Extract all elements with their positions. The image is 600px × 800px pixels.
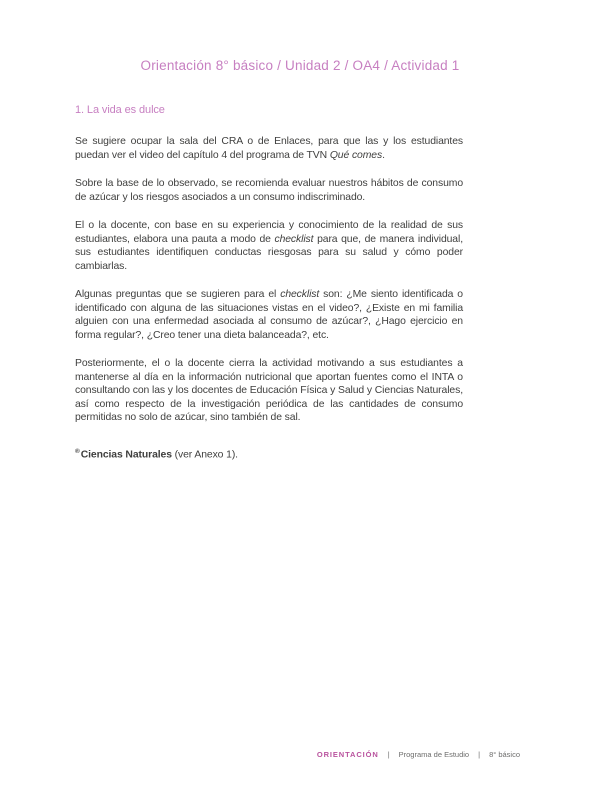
paragraph-text: son: ¿Me siento identificada o identificado con alguna de las situaciones vistas en el video?, ¿Existe en mi familia alguien con una enfermedad asociada al consumo de azúcar?, ¿Hago ejercicio en forma regular?, ¿Creo tener una dieta balanceada?, etc. bbox=[75, 289, 463, 341]
italic-term: Qué comes bbox=[329, 149, 383, 161]
cross-subject-note bbox=[75, 445, 463, 462]
paragraph-text: . bbox=[382, 149, 385, 161]
italic-term: checklist bbox=[280, 289, 320, 300]
page-title: Orientación 8° básico / Unidad 2 / OA4 / Actividad 1 bbox=[140, 58, 460, 73]
paragraph-text: El o la docente, con base en su experiencia y conocimiento de la realidad de sus estudiantes, elabora una pauta a modo de bbox=[75, 220, 463, 245]
paragraph-text: Posteriormente, el o la docente cierra la actividad motivando a sus estudiantes a mantenerse al día en la información nutricional que aportan fuentes como el INTA o consultando con las y los docentes de Educación Física y Salud y Ciencias Naturales, así como respecto de la investigación periódica de las cantidades de consumo permitidas no solo de azúcar, sino también de sal. bbox=[75, 358, 463, 423]
paragraph-text: Se sugiere ocupar la sala del CRA o de Enlaces, para que las y los estudiantes puedan ver el video del capítulo 4 del programa de TVN bbox=[75, 136, 463, 161]
footer-grade-label: 8° básico bbox=[489, 750, 520, 759]
footer-program-label: Programa de Estudio bbox=[398, 750, 470, 759]
paragraph-text: para que, de manera individual, sus estudiantes identifiquen conductas riesgosas para su salud y cómo poder cambiarlas. bbox=[75, 233, 463, 272]
paragraph-text: Algunas preguntas que se sugieren para el bbox=[75, 289, 281, 300]
paragraph bbox=[75, 357, 463, 425]
paragraph bbox=[75, 177, 463, 204]
paragraph bbox=[75, 135, 463, 162]
footnote-reference: (ver Anexo 1). bbox=[171, 448, 238, 460]
paragraph bbox=[75, 219, 463, 273]
italic-term: checklist bbox=[274, 233, 314, 245]
relation-marker: ® bbox=[75, 447, 80, 455]
paragraph-text: Sobre la base de lo observado, se recomienda evaluar nuestros hábitos de consumo de azúcar y los riesgos asociados a un consumo indiscriminado. bbox=[75, 178, 463, 203]
footer-subject-label: ORIENTACIÓN bbox=[316, 750, 379, 759]
activity-paragraphs bbox=[75, 135, 463, 425]
footer-separator: | bbox=[478, 750, 481, 759]
content-area bbox=[75, 104, 463, 461]
footer-separator: | bbox=[387, 750, 390, 759]
activity-heading: 1. La vida es dulce bbox=[75, 104, 165, 116]
paragraph bbox=[75, 288, 463, 342]
footnote-subject: Ciencias Naturales bbox=[80, 448, 172, 460]
page-footer bbox=[317, 750, 520, 759]
